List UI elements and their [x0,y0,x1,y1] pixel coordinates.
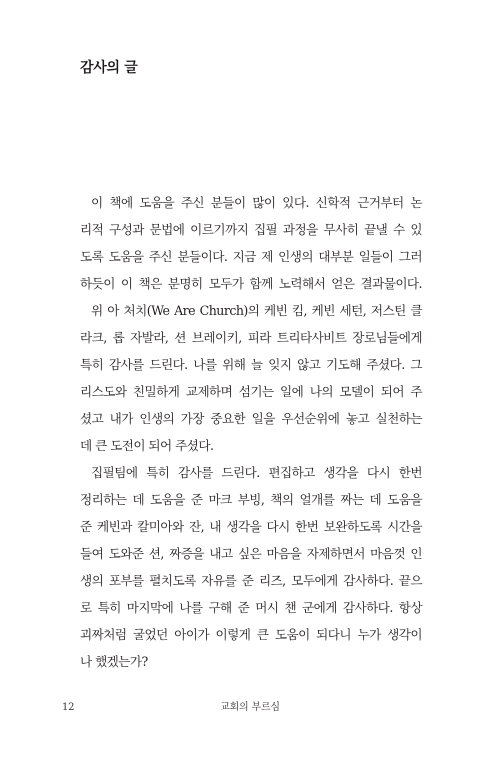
text-line: 도록 도움을 주신 분들이다. 지금 제 인생의 대부분 일들이 그러 [80,249,422,264]
text-line: 이 책에 도움을 주신 분들이 많이 있다. 신학적 근거부터 논 [91,195,422,210]
text-line: 집필팀에 특히 감사를 드린다. 편집하고 생각을 다시 한번 [91,465,422,480]
text-line: 라크, 롭 자발라, 션 브레이키, 피라 트리타사비트 장로님들에게 [80,330,422,345]
text-line: 데 큰 도전이 되어 주셨다. [80,438,214,453]
text-line: 나 했겠는가? [80,654,148,669]
page-number: 12 [62,702,75,713]
text-line: 준 케빈과 칼미아와 잔, 내 생각을 다시 한번 보완하도록 시간을 [80,519,422,534]
text-line: 위 아 처치(We Are Church)의 케빈 킴, 케빈 세턴, 저스틴 클 [91,303,422,318]
text-line: 하듯이 이 책은 분명히 모두가 함께 노력해서 얻은 결과물이다. [80,276,422,291]
page-title: 감사의 글 [80,60,138,76]
text-line: 로 특히 마지막에 나를 구해 준 머시 챈 군에게 감사하다. 항상 [80,600,422,615]
text-line: 리스도와 친밀하게 교제하며 섬기는 일에 나의 모델이 되어 주 [80,384,422,399]
text-line: 괴짜처럼 굴었던 아이가 이렇게 큰 도움이 되다니 누가 생각이 [80,627,422,642]
text-line: 정리하는 데 도움을 준 마크 부빙, 책의 얼개를 짜는 데 도움을 [80,492,422,507]
running-title: 교회의 부르심 [220,702,280,713]
text-line: 리적 구성과 문법에 이르기까지 집필 과정을 무사히 끝낼 수 있 [80,222,422,237]
text-line: 들여 도와준 션, 짜증을 내고 싶은 마음을 자제하면서 마음껏 인 [80,546,422,561]
paragraph-1 [80,189,422,297]
text-line: 셨고 내가 인생의 가장 중요한 일을 우선순위에 놓고 실천하는 [80,411,422,426]
paragraph-2 [80,297,422,459]
paragraph-3 [80,459,422,675]
text-line: 특히 감사를 드린다. 나를 위해 늘 잊지 않고 기도해 주셨다. 그 [80,357,422,372]
text-line: 생의 포부를 펼치도록 자유를 준 리즈, 모두에게 감사하다. 끝으 [80,573,422,588]
body-text [80,189,422,675]
